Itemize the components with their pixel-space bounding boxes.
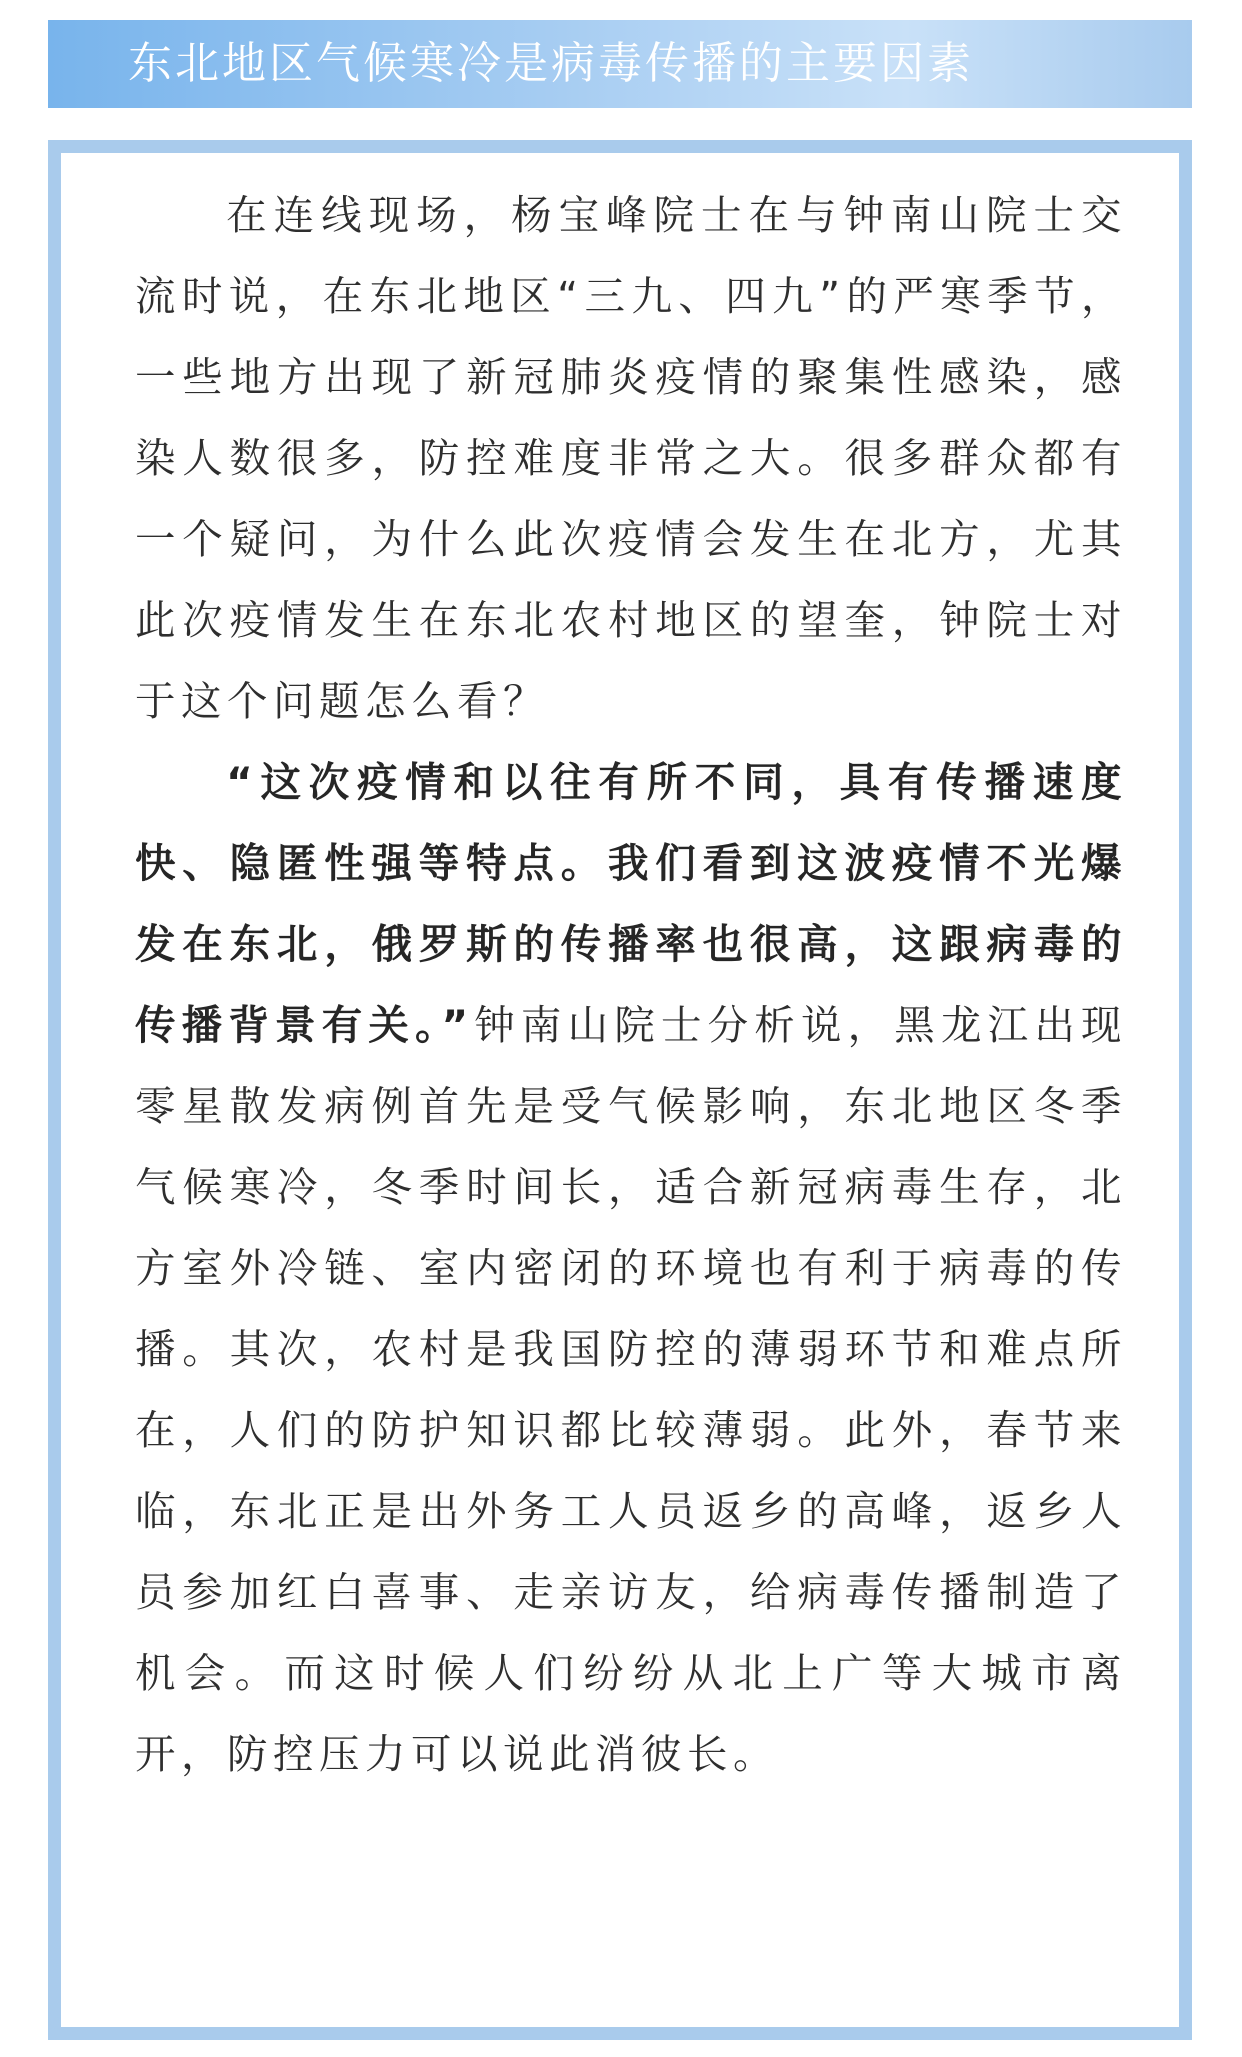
paragraph-analysis-text: 钟南山院士分析说，黑龙江出现零星散发病例首先是受气候影响，东北地区冬季气候寒冷，冬季时间长，适合新冠病毒生存，北方室外冷链、室内密闭的环境也有利于病毒的传播。其次，农村是我国防控的薄弱环节和难点所在，人们的防护知识都比较薄弱。此外，春节来临，东北正是出外务工人员返乡的高峰，返乡人员参加红白喜事、走亲访友，给病毒传播制造了机会。而这时候人们纷纷从北上广等大城市离开，防控压力可以说此消彼长。 (135, 1001, 1127, 1778)
section-title-banner (48, 20, 1192, 108)
paragraph-analysis (135, 742, 1127, 1795)
bold-quote: “这次疫情和以往有所不同，具有传播速度快、隐匿性强等特点。我们看到这波疫情不光爆发在东北，俄罗斯的传播率也很高，这跟病毒的传播背景有关。” (135, 758, 1127, 1049)
article-body (135, 175, 1127, 1795)
article-frame (48, 140, 1192, 2040)
paragraph-intro: 在连线现场，杨宝峰院士在与钟南山院士交流时说，在东北地区“三九、四九”的严寒季节，一些地方出现了新冠肺炎疫情的聚集性感染，感染人数很多，防控难度非常之大。很多群众都有一个疑问，为什么此次疫情会发生在北方，尤其此次疫情发生在东北农村地区的望奎，钟院士对于这个问题怎么看？ (135, 191, 1127, 725)
section-title: 东北地区气候寒冷是病毒传播的主要因素 (128, 38, 974, 89)
